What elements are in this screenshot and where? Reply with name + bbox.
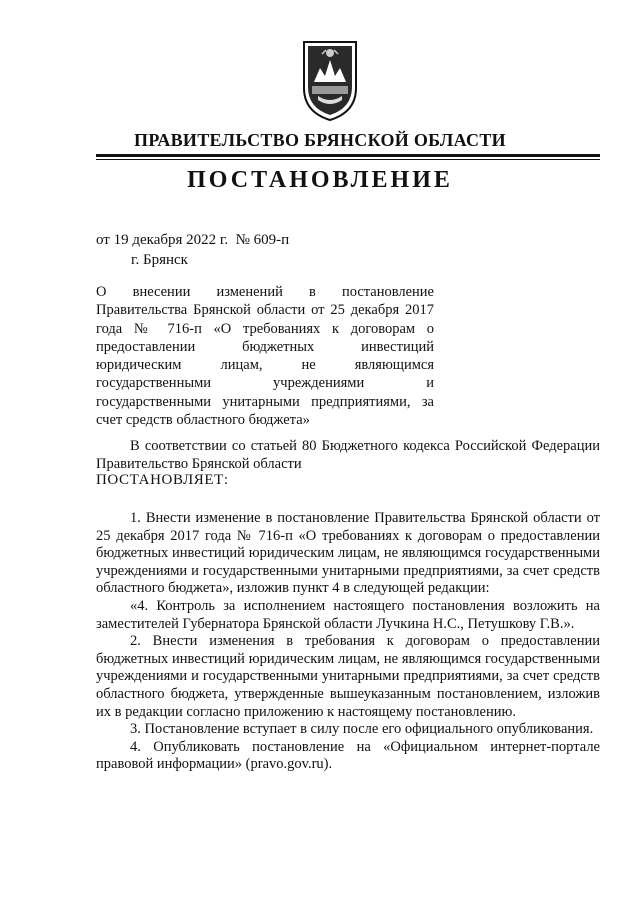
item-3: 3. Постановление вступает в силу после его официального опубликования. bbox=[130, 721, 594, 738]
date-line: от 19 декабря 2022 г. № 609-п bbox=[96, 232, 290, 248]
city: г. Брянск bbox=[131, 252, 188, 268]
ruling-word: ПОСТАНОВЛЯЕТ: bbox=[96, 472, 229, 488]
item-2: 2. Внести изменения в требования к договорам о предоставлении бюджетных инвестиций юридическим лицам, не являющимся государственными учреждениями и государственными унитарными предприятиями, за счет средств областного бюджета, утвержденные вышеуказанным постановлением, изложив их в редакции согласно приложению к настоящему постановлению. bbox=[96, 633, 600, 720]
header-divider-thin bbox=[96, 159, 600, 160]
header-divider bbox=[96, 154, 600, 157]
preamble: В соответствии со статьей 80 Бюджетного кодекса Российской Федерации Правительство Брянской области bbox=[96, 438, 600, 472]
document-type: ПОСТАНОВЛЕНИЕ bbox=[187, 167, 453, 193]
item-1-quote: «4. Контроль за исполнением настоящего постановления возложить на заместителей Губернатора Брянской области Лучкина Н.С., Петушкову Г.В.». bbox=[96, 597, 600, 632]
item-4: 4. Опубликовать постановление на «Официальном интернет-портале правовой информации» (pravo.gov.ru). bbox=[96, 738, 600, 773]
document-title: О внесении изменений в постановление Правительства Брянской области от 25 декабря 2017 года № 716-п «О требованиях к договорам о предоставлении бюджетных инвестиций юридическим лицам, не являющимся государственными учреждениями и государственными унитарными предприятиями, за счет средств областного бюджета» bbox=[96, 284, 434, 429]
item-1: 1. Внести изменение в постановление Правительства Брянской области от 25 декабря 2017 года № 716-п «О требованиях к договорам о предоставлении бюджетных инвестиций юридическим лицам, не являющимся государственными учреждениями и государственными унитарными предприятиями, за счет средств областного бюджета», изложив пункт 4 в следующей редакции: bbox=[96, 510, 600, 597]
items-block bbox=[96, 510, 600, 774]
coat-of-arms-icon bbox=[298, 38, 362, 122]
government-name: ПРАВИТЕЛЬСТВО БРЯНСКОЙ ОБЛАСТИ bbox=[134, 130, 506, 150]
